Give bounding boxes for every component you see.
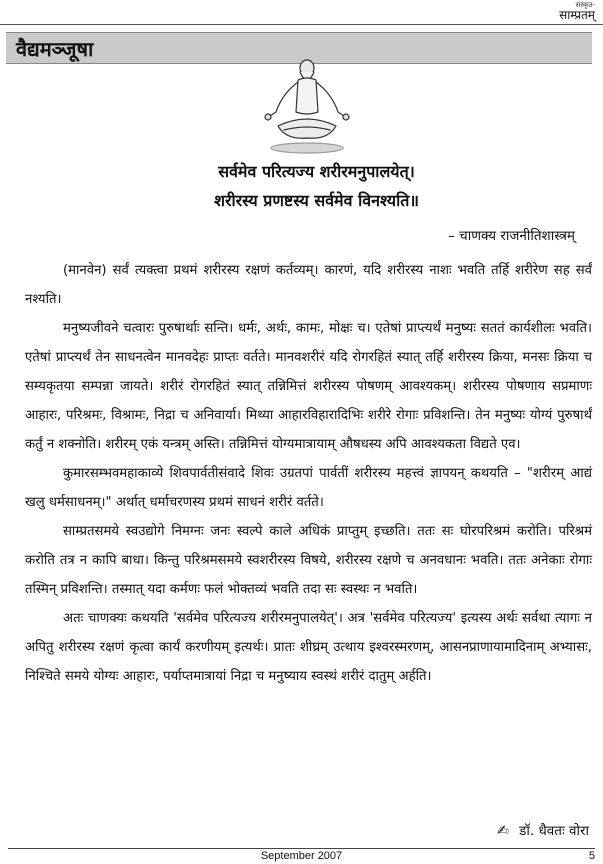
masthead-title: साम्प्रतम् (559, 8, 595, 22)
masthead-subtitle: संस्कृत- (575, 1, 595, 9)
paragraph-4: साम्प्रतसमये स्वउद्योगे निमग्नः जनः स्वल्पे काले अधिकं प्राप्तुम् इच्छति। ततः सः घोरपरिश्रमं करोति। परिश्रमं करोति तत्र न कापि बाधा। किन्तु परिश्रमसमये स्वशरीरस्य विषये, शरीरस्य रक्षणे च अनवधानः भवति। ततः अनेकाः रोगाः तस्मिन् प्रविशन्ति। तस्मात् यदा कर्मणः फलं भोक्तव्यं भवति तदा सः स्वस्थः न भवति। (25, 524, 592, 597)
page-number: 5 (588, 850, 595, 862)
verse-line-1: सर्वमेव परित्यज्य शरीरमनुपालयेत्। (218, 162, 415, 181)
footer-rule (8, 848, 595, 849)
author-signature (497, 821, 589, 839)
verse-line-2: शरीरस्य प्रणष्टस्य सर्वमेव विनश्यति॥ (214, 191, 419, 210)
section-title: वैद्यमञ्जूषा (16, 37, 94, 61)
pen-icon: ✍ (497, 823, 509, 839)
paragraph-3: कुमारसम्भवमहाकाव्ये शिवपार्वतीसंवादे शिवः उग्रतपां पार्वतीं शरीरस्य महत्त्वं ज्ञापयन् कथयति – "शरीरम् आद्यं खलु धर्मसाधनम्।" अर्थात् धर्माचरणस्य प्रथमं साधनं शरीरं वर्तते। (25, 466, 592, 510)
masthead-rule (0, 24, 603, 25)
meditating-sage-illustration (248, 54, 366, 156)
footer-date: September 2007 (260, 850, 343, 862)
article-body (25, 256, 592, 691)
paragraph-1: (मानवेन) सर्वं त्यक्त्वा प्रथमं शरीरस्य रक्षणं कर्तव्यम्। कारणं, यदि शरीरस्य नाशः भवति तर्हि शरीरेण सह सर्वं नश्यति। (25, 263, 592, 307)
paragraph-5: अतः चाणक्यः कथयति 'सर्वमेव परित्यज्य शरीरमनुपालयेत्'। अत्र 'सर्वमेव परित्यज्य' इत्यस्य अर्थः सर्वथा त्यागः न अपितु शरीरस्य रक्षणं कृत्वा कार्यं करणीयम् इत्यर्थः। प्रातः शीघ्रम् उत्थाय इश्वरस्मरणम्, आसनप्राणायामादिनाम् अभ्यासः, निश्चिते समये योग्यः आहारः, पर्याप्तमात्रायां निद्रा च मनुष्याय स्वस्थं शरीरं दातुम् अर्हति। (25, 611, 592, 684)
masthead (559, 2, 595, 21)
verse-attribution: – चाणक्य राजनीतिशास्त्रम् (448, 228, 575, 244)
author-name: डॉ. धैवतः वोरा (519, 823, 589, 839)
paragraph-2: मनुष्यजीवने चत्वारः पुरुषार्थाः सन्ति। धर्मः, अर्थः, कामः, मोक्षः च। एतेषां प्राप्त्यर्थं मनुष्यः सततं कार्यशीलः भवति। एतेषां प्राप्त्यर्थं तेन साधनत्वेन मानवदेहः प्राप्तः वर्तते। मानवशरीरं यदि रोगरहितं स्यात् तर्हि शरीरस्य क्रिया, मनसः क्रिया च सम्यकृतया सम्पन्ना जायते। शरीरं रोगरहितं स्यात् तन्निमित्तं शरीरस्य पोषणम् आवश्यकम्। शरीरस्य पोषणाय सप्रमाणः आहारः, परिश्रमः, विश्रामः, निद्रा च अनिवार्या। मिथ्या आहारविहारादिभिः शरीरे रोगाः प्रविशन्ति। तेन मनुष्यः योग्यं पुरुषार्थं कर्तुं न शक्नोति। शरीरम् एकं यन्त्रम् अस्ति। तन्निमित्तं योग्यमात्रायाम् औषधस्य अपि आवश्यकता विद्यते एव। (25, 321, 592, 452)
